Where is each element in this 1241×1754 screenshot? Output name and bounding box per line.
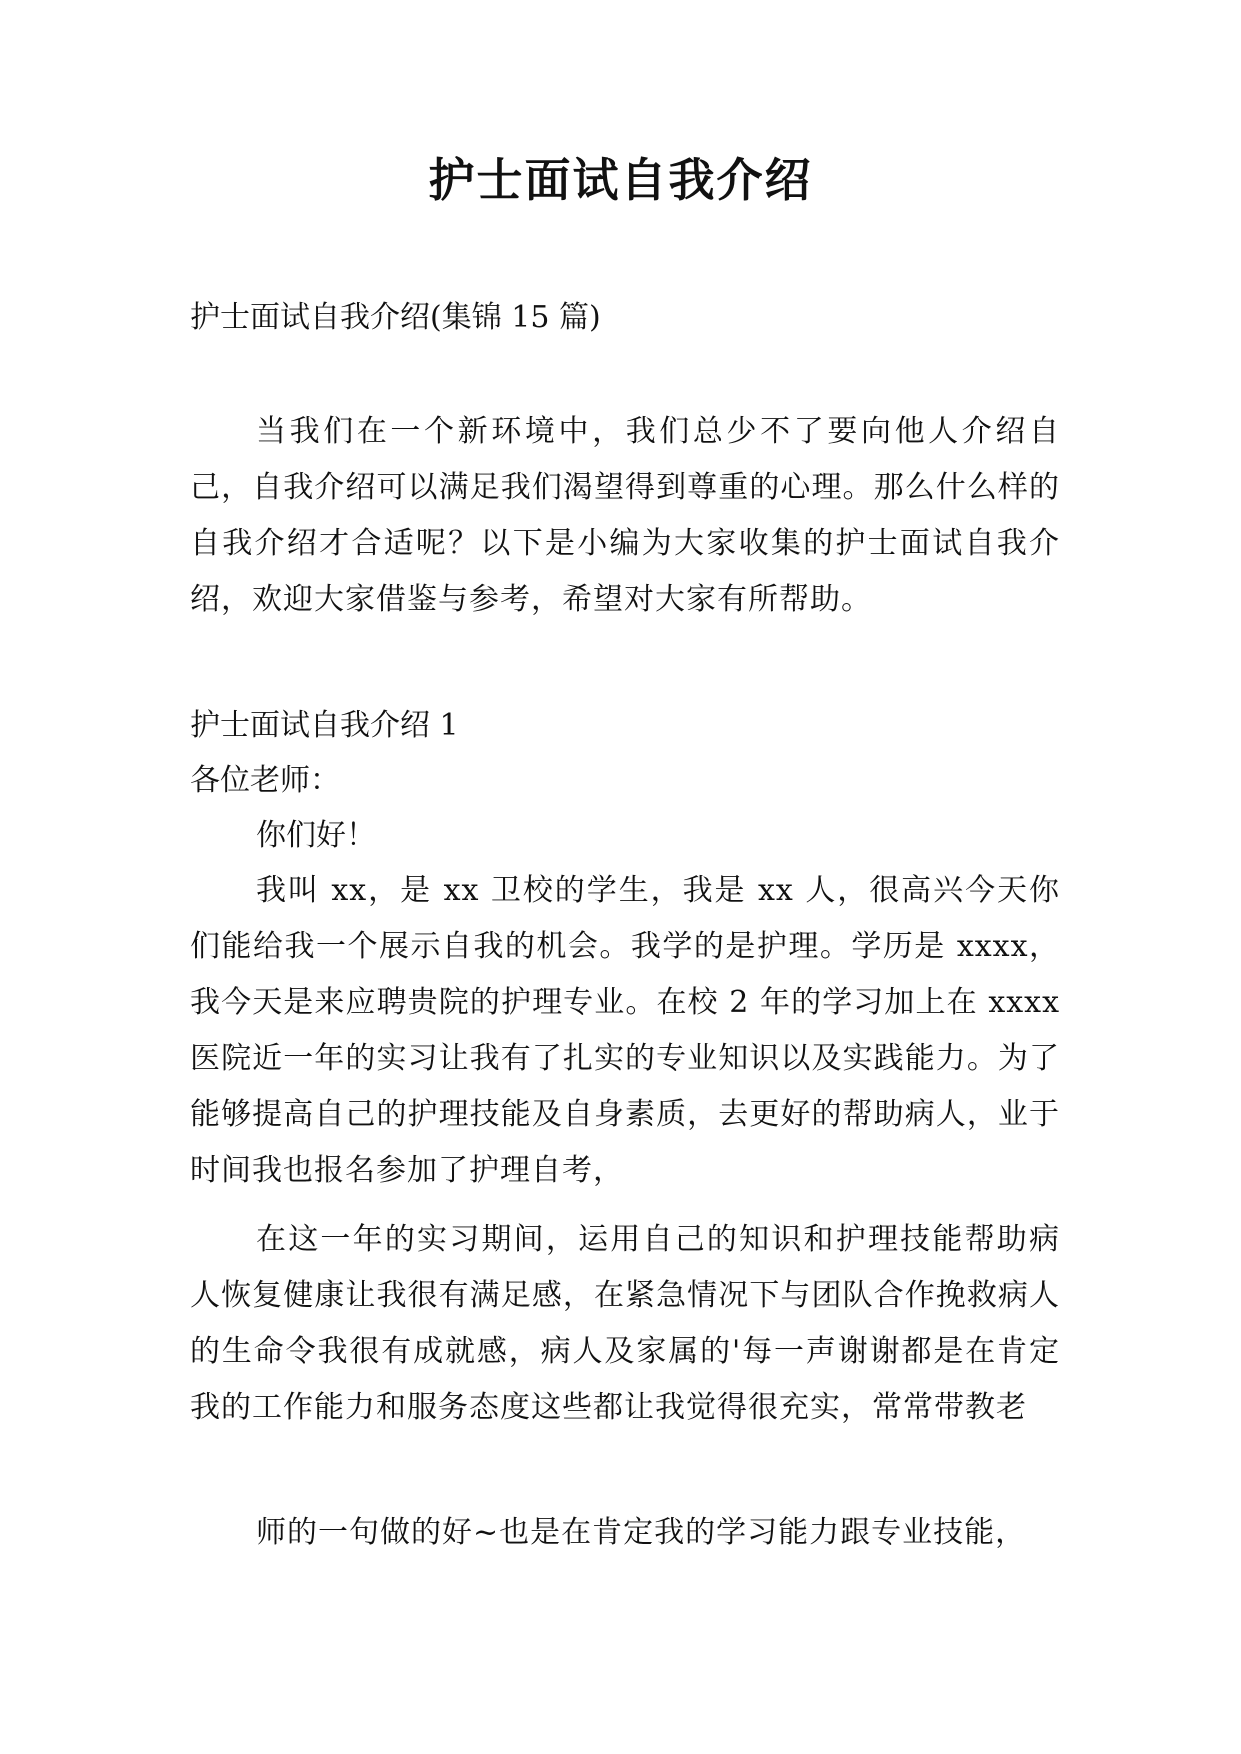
body-paragraph: 在这一年的实习期间，运用自己的知识和护理技能帮助病人恢复健康让我很有满足感，在紧急情况下与团队合作挽救病人的生命令我很有成就感，病人及家属的'每一声谢谢都是在肯定我的工作能力和服务态度这些都让我觉得很充实，常常带教老 <box>190 1222 1060 1425</box>
document-title: 护士面试自我介绍 <box>428 153 813 207</box>
document-subtitle: 护士面试自我介绍(集锦 15 篇) <box>190 300 601 335</box>
hello-line: 你们好！ <box>256 818 376 853</box>
section-heading: 护士面试自我介绍 1 <box>190 708 459 743</box>
intro-paragraph: 当我们在一个新环境中，我们总少不了要向他人介绍自己，自我介绍可以满足我们渴望得到尊重的心理。那么什么样的自我介绍才合适呢？以下是小编为大家收集的护士面试自我介绍，欢迎大家借鉴与参考，希望对大家有所帮助。 <box>190 414 1060 617</box>
greeting-line: 各位老师： <box>190 763 340 798</box>
body-paragraph: 师的一句做的好~也是在肯定我的学习能力跟专业技能， <box>256 1515 1027 1550</box>
body-paragraph: 我叫 xx，是 xx 卫校的学生，我是 xx 人，很高兴今天你们能给我一个展示自我的机会。我学的是护理。学历是 xxxx，我今天是来应聘贵院的护理专业。在校 2 年的学习加上在 xxxx 医院近一年的实习让我有了扎实的专业知识以及实践能力。为了能够提高自己的护理技能及自身素质，去更好的帮助病人，业于时间我也报名参加了护理自考， <box>190 873 1060 1188</box>
